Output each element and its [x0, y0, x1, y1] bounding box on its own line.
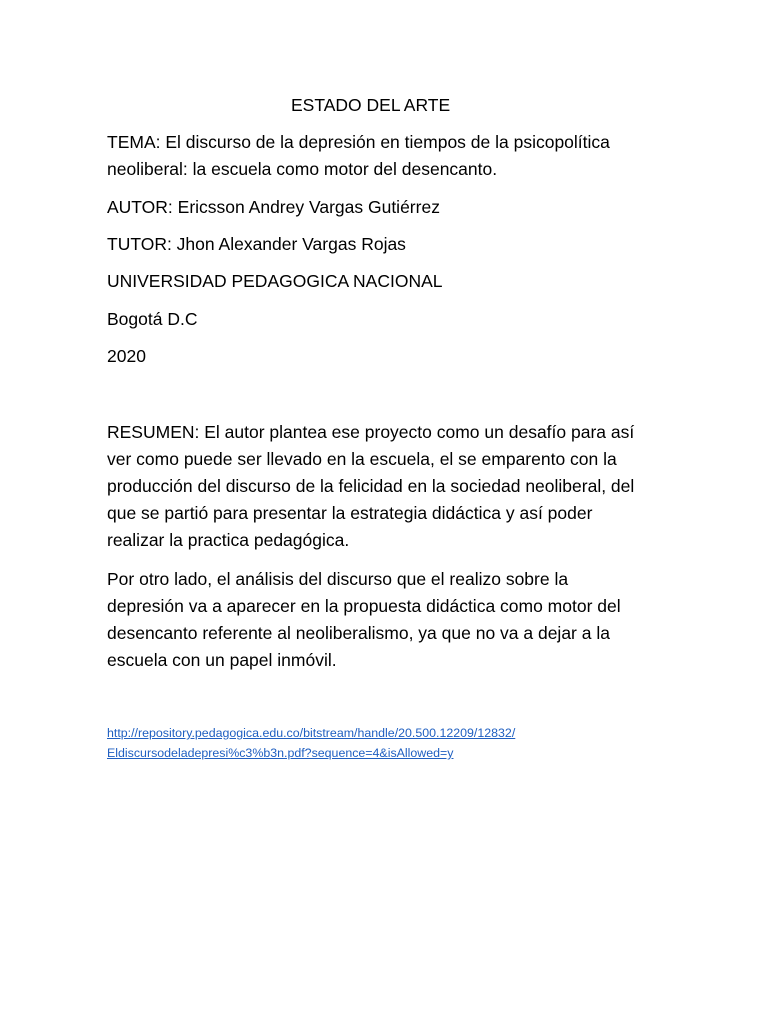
document-title: ESTADO DEL ARTE	[291, 95, 451, 115]
autor-line: AUTOR: Ericsson Andrey Vargas Gutiérrez	[107, 197, 440, 217]
tutor-line: TUTOR: Jhon Alexander Vargas Rojas	[107, 234, 406, 254]
repository-link-line[interactable]: http://repository.pedagogica.edu.co/bitstream/handle/20.500.12209/12832/	[107, 726, 516, 740]
paragraph-line: escuela con un papel inmóvil.	[107, 650, 337, 670]
resumen-line: RESUMEN: El autor plantea ese proyecto como un desafío para así	[107, 422, 635, 442]
repository-link[interactable]	[107, 723, 515, 763]
repository-link-line[interactable]: Eldiscursodeladepresi%c3%b3n.pdf?sequence=4&isAllowed=y	[107, 746, 454, 760]
resumen-line: que se partió para presentar la estrategia didáctica y así poder	[107, 503, 593, 523]
resumen-line: ver como puede ser llevado en la escuela, el se emparento con la	[107, 449, 617, 469]
resumen-line: producción del discurso de la felicidad en la sociedad neoliberal, del	[107, 476, 635, 496]
year-line: 2020	[107, 346, 146, 366]
ciudad-line: Bogotá D.C	[107, 309, 198, 329]
tema-paragraph	[107, 129, 672, 183]
paragraph-line: depresión va a aparecer en la propuesta didáctica como motor del	[107, 596, 621, 616]
resumen-line: realizar la practica pedagógica.	[107, 530, 350, 550]
second-paragraph	[107, 566, 672, 674]
tema-line: neoliberal: la escuela como motor del desencanto.	[107, 159, 498, 179]
paragraph-line: Por otro lado, el análisis del discurso que el realizo sobre la	[107, 569, 569, 589]
paragraph-line: desencanto referente al neoliberalismo, ya que no va a dejar a la	[107, 623, 610, 643]
universidad-line: UNIVERSIDAD PEDAGOGICA NACIONAL	[107, 271, 443, 291]
tema-line: TEMA: El discurso de la depresión en tiempos de la psicopolítica	[107, 132, 610, 152]
resumen-paragraph	[107, 419, 672, 554]
